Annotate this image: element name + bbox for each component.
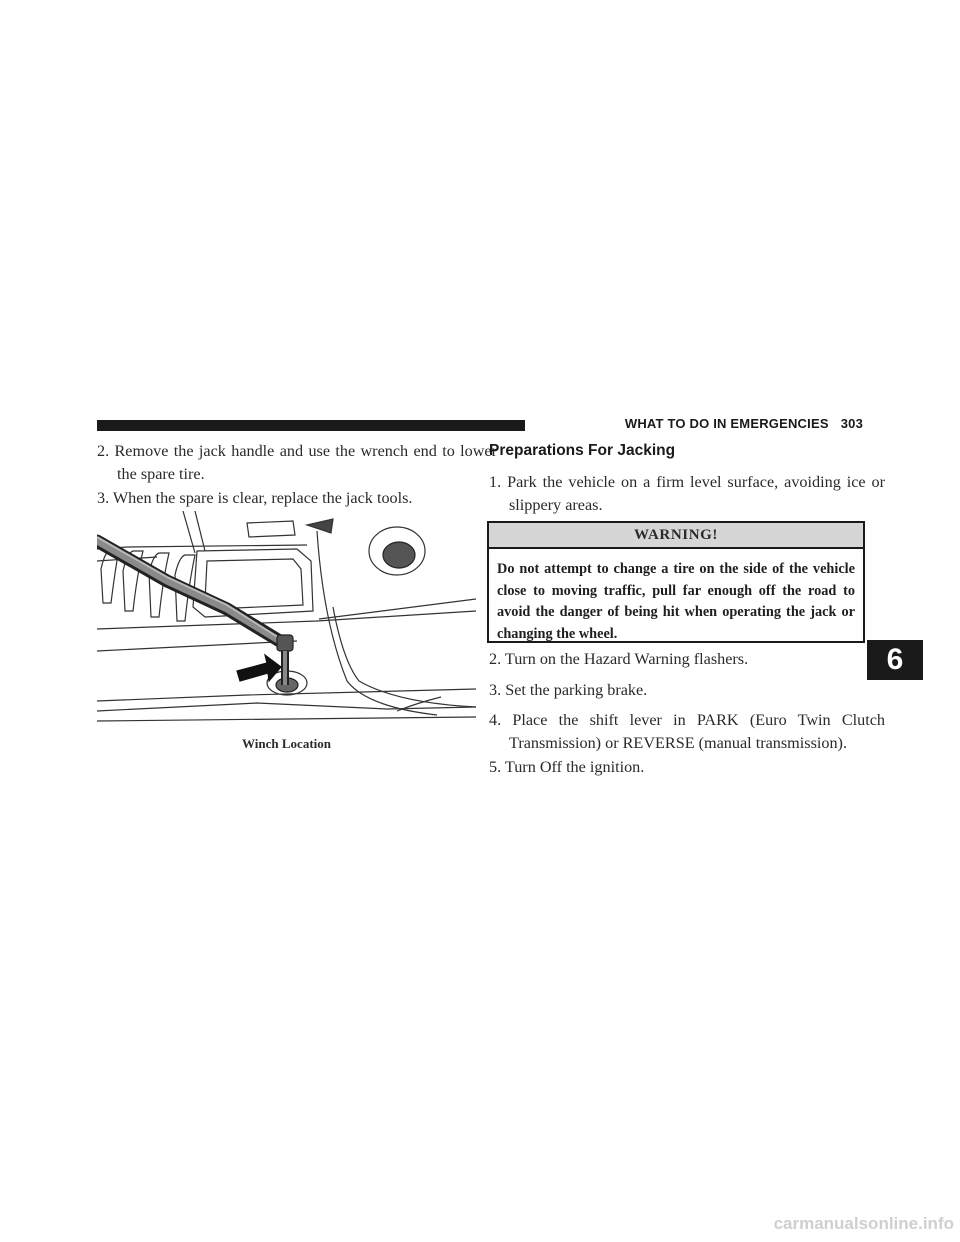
section-heading: Preparations For Jacking [489,442,676,459]
right-step-2: 2. Turn on the Hazard Warning flashers. [489,650,749,668]
chapter-tab: 6 [867,640,923,680]
right-step-3: 3. Set the parking brake. [489,681,648,699]
watermark-logo: carmanualsonline.info [773,1214,954,1233]
warning-body: Do not attempt to change a tire on the side of the vehicle close to moving traffic, pull far enough off the road to avoid the danger of being hit when operating the jack or changing the wheel. [497,561,855,642]
left-step-3: 3. When the spare is clear, replace the jack tools. [97,489,413,507]
left-step-2: 2. Remove the jack handle and use the wrench end to lower the spare tire. [97,442,497,483]
warning-title: WARNING! [489,523,863,549]
right-step-5: 5. Turn Off the ignition. [489,758,645,776]
page-number: 303 [840,416,863,431]
figure-caption: Winch Location [242,736,331,751]
right-step-4: 4. Place the shift lever in PARK (Euro Twin Clutch Transmission) or REVERSE (manual transmission). [489,711,885,752]
header-rule [97,420,525,431]
warning-box [487,521,865,643]
header-section-title: WHAT TO DO IN EMERGENCIES [624,416,829,431]
right-step-1: 1. Park the vehicle on a firm level surface, avoiding ice or slippery areas. [489,473,885,514]
running-header [535,416,863,431]
winch-location-illustration [97,511,476,725]
